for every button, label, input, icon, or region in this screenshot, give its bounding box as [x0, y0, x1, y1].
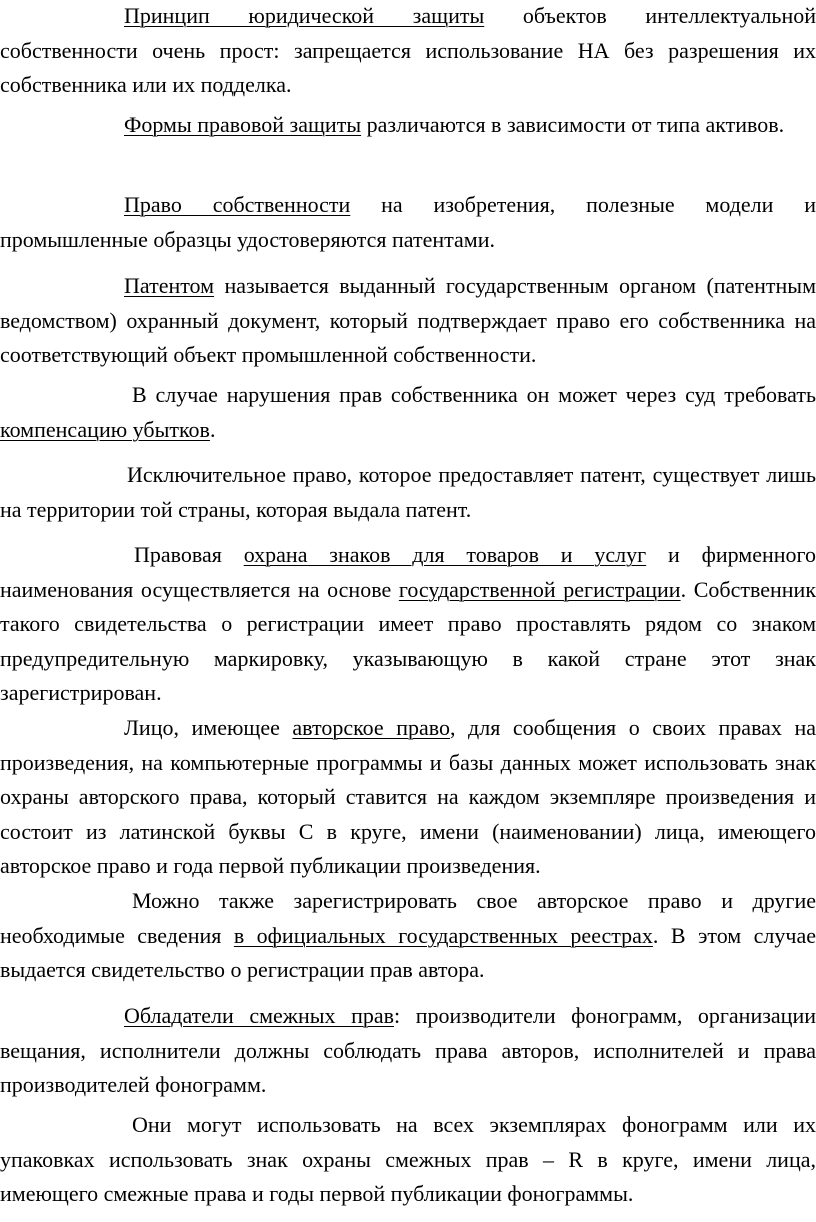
paragraph-text: Они могут использовать на всех экземплярах фонограмм или их упаковках использовать знак охраны смежных прав – R в круге, имени лица, имеющего смежные права и годы первой публикации фонограммы. [0, 1112, 816, 1206]
paragraph-text: Исключительное право, которое предоставляет патент, существует лишь на территории той страны, которая выдала патент. [0, 462, 816, 522]
paragraph-copyright-registration [0, 884, 816, 988]
paragraph-text: . В этом случае выдается свидетельство о регистрации прав автора. [0, 922, 816, 982]
paragraph-text: : производители фонограмм, организации вещания, исполнители должны соблюдать права авторов, исполнителей и права производителей фонограмм. [0, 1003, 816, 1097]
term-official-registers: в официальных государственных реестрах [233, 922, 653, 948]
term-patent: Патентом [124, 273, 215, 298]
paragraph-text: Можно также зарегистрировать свое авторское право и другие необходимые сведения [0, 888, 816, 948]
paragraph-text: . [209, 416, 216, 442]
paragraph-trademark-protection [0, 538, 816, 711]
paragraph-patent-definition [0, 269, 816, 373]
term-legal-protection-principle: Принцип юридической защиты [124, 3, 485, 28]
paragraph-related-rights-sign [0, 1108, 816, 1212]
paragraph-property-right [0, 188, 816, 257]
paragraph-copyright-sign [0, 711, 816, 884]
paragraph-forms-of-protection [0, 108, 816, 143]
paragraph-infringement [0, 378, 816, 447]
paragraph-legal-protection-principle [0, 0, 816, 103]
paragraph-text: объектов интеллектуальной собственности очень прост: запрещается использование НА без разрешения их собственника или их подделка. [0, 3, 816, 97]
paragraph-text: . Собственник такого свидетельства о регистрации имеет право проставлять рядом со знаком предупредительную маркировку, указывающую в какой стране этот знак зарегистрирован. [0, 576, 816, 705]
paragraph-text: различаются в зависимости от типа активов. [361, 112, 785, 137]
paragraph-text: и фирменного наименования осуществляется на основе [0, 542, 816, 602]
paragraph-text: В случае нарушения прав собственника он может через суд требовать [132, 382, 816, 407]
term-state-registration: государственной регистрации [398, 576, 681, 602]
paragraph-related-rights-holders [0, 999, 816, 1103]
paragraph-exclusive-right [0, 458, 816, 527]
paragraph-text: , для сообщения о своих правах на произведения, на компьютерные программы и базы данных может использовать знак охраны авторского права, который ставится на каждом экземпляре произведения и состоит из латинской буквы С в круге, имени (наименовании) лица, имеющего авторское право и года первой публикации произведения. [0, 715, 816, 878]
paragraph-text: Правовая [134, 542, 244, 567]
term-forms-of-protection: Формы правовой защиты [124, 112, 362, 137]
paragraph-text: называется выданный государственным органом (патентным ведомством) охранный документ, который подтверждает право его собственника на соответствующий объект промышленной собственности. [0, 273, 816, 367]
term-property-right: Право собственности [124, 192, 351, 217]
term-trademark-protection: охрана знаков для товаров и услуг [243, 542, 647, 567]
paragraph-text: Лицо, имеющее [124, 715, 293, 740]
term-damages-compensation: компенсацию убытков [0, 416, 210, 442]
term-copyright: авторское право [292, 715, 450, 740]
term-related-rights-holders: Обладатели смежных прав [124, 1003, 395, 1028]
paragraph-text: на изобретения, полезные модели и промышленные образцы удостоверяются патентами. [0, 192, 816, 252]
